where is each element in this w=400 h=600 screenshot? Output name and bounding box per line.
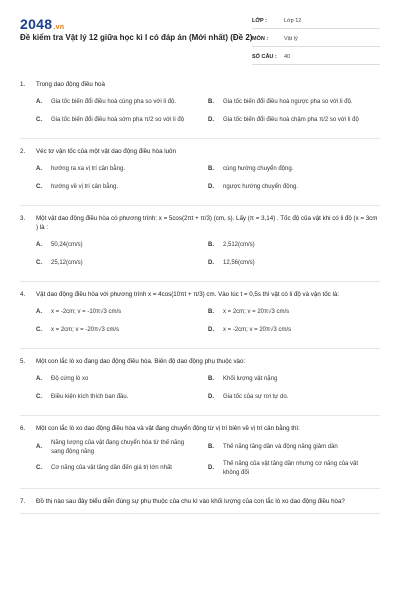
answer-option[interactable] [36,439,208,456]
answer-option[interactable] [36,323,208,337]
option-text: cùng hướng chuyển động. [223,165,294,172]
option-text: hướng ra xa vị trí cân bằng. [51,165,125,172]
option-text: ngược hướng chuyển động. [223,183,298,190]
question-text: Trong dao động điều hoà [36,81,105,88]
option-text: 50,24(cm/s) [51,241,83,248]
meta-key: MÔN : [252,36,269,42]
option-letter: A. [36,241,42,248]
question-item [20,139,380,206]
option-letter: D. [208,326,214,333]
answer-option[interactable] [36,372,208,386]
option-letter: D. [208,465,214,472]
meta-value: Vật lý [284,36,298,42]
option-text: Năng lượng của vật đang chuyển hóa từ thế năng sang động năng [51,440,185,455]
question-stem [20,80,380,89]
answer-option[interactable] [208,323,380,337]
site-logo[interactable]: 2048.vn [20,16,65,32]
option-text: Gia tốc biến đổi điều hoà ngược pha so với li độ. [223,98,353,105]
question-number: 3. [20,215,26,222]
question-item [20,489,380,514]
answer-options [20,238,380,274]
question-item [20,416,380,489]
option-text: x = 2cm; v = -20π√3 cm/s [51,326,120,333]
option-text: Cơ năng của vật tăng dần đến giá trị lớn nhất [51,465,172,472]
option-text: hướng về vị trí cân bằng. [51,183,118,190]
option-letter: D. [208,183,214,190]
option-letter: B. [208,98,214,105]
answer-option[interactable] [208,95,380,109]
answer-option[interactable] [36,95,208,109]
question-text: Véc tơ vận tốc của một vật dao động điều hòa luôn [36,148,176,155]
question-number: 4. [20,291,26,298]
question-stem [20,357,380,366]
option-letter: C. [36,183,42,190]
question-item [20,349,380,416]
question-number: 5. [20,358,26,365]
answer-option[interactable] [208,162,380,176]
answer-option[interactable] [36,305,208,319]
meta-row-class [252,14,380,29]
option-text: Gia tốc biến đổi điều hoà cùng pha so với li độ. [51,98,177,105]
option-text: 25,12(cm/s) [51,259,83,266]
answer-option[interactable] [208,180,380,194]
question-number: 2. [20,148,26,155]
meta-row-question-count [252,50,380,65]
question-item [20,206,380,282]
exam-meta-panel [252,14,380,68]
question-stem [20,290,380,299]
option-letter: B. [208,241,214,248]
question-text: Một con lắc lò xo đang dao động điều hòa. Biên độ dao động phụ thuộc vào: [36,358,246,365]
option-letter: A. [36,98,42,105]
meta-value: 40 [284,54,291,60]
question-number: 1. [20,81,26,88]
option-text: x = 2cm; v = 20π√3 cm/s [223,308,290,315]
answer-option[interactable] [208,372,380,386]
option-letter: A. [36,165,42,172]
page-title: Đề kiểm tra Vật lý 12 giữa học kì I có đáp án (Mới nhất) (Đề 2) [20,33,253,42]
option-letter: C. [36,465,42,472]
question-text: Một con lắc lò xo dao động điều hòa và vật đang chuyển động từ vị trí biên về vị trí cân bằng thì: [36,425,300,432]
answer-option[interactable] [36,180,208,194]
option-letter: C. [36,326,42,333]
option-letter: A. [36,308,42,315]
meta-key: LỚP : [252,18,267,24]
question-stem [20,424,380,433]
answer-option[interactable] [208,460,380,477]
answer-option[interactable] [36,460,208,477]
answer-options [20,162,380,198]
option-letter: C. [36,116,42,123]
answer-option[interactable] [208,256,380,270]
question-item [20,282,380,349]
answer-option[interactable] [36,238,208,252]
option-letter: C. [36,259,42,266]
answer-option[interactable] [36,256,208,270]
meta-key: SỐ CÂU : [252,54,277,60]
answer-options [20,305,380,341]
option-letter: D. [208,116,214,123]
answer-option[interactable] [208,305,380,319]
option-letter: D. [208,393,214,400]
question-text: Vật dao động điều hòa với phương trình x = 4cos(10πt + π/3) cm. Vào lúc t = 0,5s thì vật có li độ và vận tốc là: [36,291,340,298]
option-letter: A. [36,444,42,451]
question-list [20,72,380,514]
answer-options [20,372,380,408]
option-letter: B. [208,308,214,315]
option-text: Khối lượng vật nặng [223,375,278,382]
option-letter: A. [36,375,42,382]
option-letter: C. [36,393,42,400]
question-item [20,72,380,139]
option-text: Độ cứng lò xo [51,375,89,382]
question-stem [20,497,380,506]
option-text: 12,56(cm/s) [223,259,255,266]
option-letter: B. [208,444,214,451]
question-text: Một vật dao động điều hòa có phương trình: x = 5cos(2πt + π/3) (cm, s). Lấy (π = 3,14) . Tốc độ của vật khi có li độ (x = 3cm ) là : [36,215,378,231]
question-number: 6. [20,425,26,432]
answer-option[interactable] [208,439,380,456]
option-text: Gia tốc biến đổi điều hoà chậm pha π/2 so với li độ [223,116,359,123]
option-text: x = -2cm; v = -10π√3 cm/s [51,308,122,315]
question-number: 7. [20,498,26,505]
option-letter: B. [208,375,214,382]
option-text: Gia tốc của sự rơi tự do. [223,393,289,400]
option-letter: B. [208,165,214,172]
answer-option[interactable] [36,390,208,404]
option-letter: D. [208,259,214,266]
question-text: Đồ thị nào sau đây biểu diễn đúng sự phụ thuộc của chu kì vào khối lượng của con lắc lò xo dao động điều hòa? [36,498,345,505]
question-stem [20,147,380,156]
option-text: Thế năng tăng dần và động năng giảm dần [223,444,338,451]
option-text: x = -2cm; v = 20π√3 cm/s [223,326,292,333]
answer-option[interactable] [36,162,208,176]
meta-value: Lớp 12 [284,18,302,24]
option-text: Thế năng của vật tăng dần nhưng cơ năng của vật không đổi [223,461,359,476]
answer-option[interactable] [208,390,380,404]
meta-row-subject [252,32,380,47]
option-text: 2,512(cm/s) [223,241,255,248]
answer-option[interactable] [36,113,208,127]
answer-options [20,439,380,481]
option-text: Gia tốc biến đổi điều hoà sớm pha π/2 so với li độ [51,116,185,123]
answer-options [20,95,380,131]
question-stem [20,214,380,232]
option-text: Điều kiện kích thích ban đầu. [51,393,129,400]
answer-option[interactable] [208,238,380,252]
answer-option[interactable] [208,113,380,127]
